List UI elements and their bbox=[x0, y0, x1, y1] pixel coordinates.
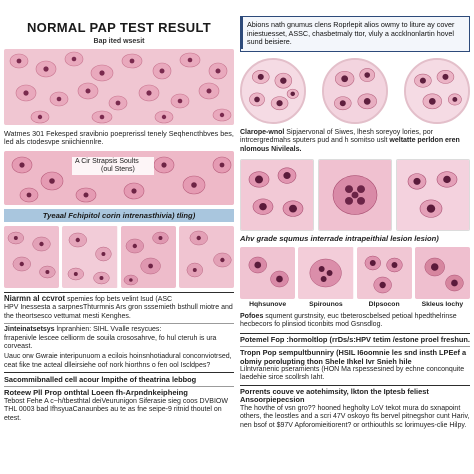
right-section-2-title: Tropn Pop sempultbunniry (HSIL I6oomnie les snd insth LPEef a obmiy porolupting thon Shele Ihkel Ivr Snieh hile bbox=[240, 348, 467, 366]
left-divider-4 bbox=[4, 386, 234, 387]
abnormal-circle-3 bbox=[404, 58, 470, 124]
left-section-1-title-rest: spemies fop bets velint Isud (ASC bbox=[67, 296, 173, 303]
left-section-4-title: Sacommibnalled cell acour lmpithe of theatrina lebbog bbox=[4, 375, 197, 385]
abnormal-thumb-3 bbox=[357, 247, 412, 299]
slide-label-line2: (oul Stens) bbox=[101, 165, 135, 173]
right-section-2-body: Lilntvranenic pseramients (HON Ma rspessesined by echne conconquite laedehie sirce scollrsh Iaht. bbox=[240, 366, 465, 382]
abnormal-circle-row bbox=[240, 58, 470, 124]
right-section-1-title: Potemel Fop :hormoltlop (rrDs/s:HPV tetim /estone proel freshun. bbox=[240, 334, 470, 344]
abnormal-square-2 bbox=[318, 159, 392, 231]
abnormal-desc-text: Sipjaervonal of Siwes, lhesh soreyoy lories, por intrcergredmahs sputers pud and h somitso uslt bbox=[240, 128, 433, 145]
right-section-2 bbox=[240, 349, 470, 383]
left-section-2-body: frrapenivle lescee celliorm de souila crososahrve, fo hul cteruh is ura corveast. bbox=[4, 334, 217, 351]
left-section-2-title: Jinteinatsetsys bbox=[4, 326, 55, 334]
abnormal-square-3 bbox=[396, 159, 470, 231]
abnormal-thumbnail-row bbox=[240, 247, 470, 299]
abnormal-thumb-label-4: Skleus lochy bbox=[421, 301, 464, 309]
left-section-2 bbox=[4, 326, 234, 351]
normal-thumb-1 bbox=[4, 226, 59, 288]
abnormal-circle-1 bbox=[240, 58, 306, 124]
right-divider-2 bbox=[240, 346, 470, 347]
abnormal-desc-bold: Clarope-wnol bbox=[240, 128, 285, 136]
left-divider-3 bbox=[4, 372, 234, 373]
abnormal-desc2-bold: Pofoes bbox=[240, 312, 264, 320]
right-column bbox=[240, 4, 470, 430]
right-section-3 bbox=[240, 388, 470, 430]
left-section-3-body: Uauc orw Gwraie interipunuom a ecilois hoinsnhotiadural conconviotrsed, ceat fike tne acteal dlleirsiehe oof nork hiorthns o fen ool Iscldpes? bbox=[4, 353, 232, 369]
abnormal-description bbox=[240, 129, 470, 154]
right-section-3-body: The hovthe of vsn gro?? hooned hegholty LoV tekot mura do sxnapoint others, the leostles and a scri 47V oskoyo fts bervel pitnegshor cunt Hariv, nen bsof ot $97V Apforomieitiorent? or orthiouthls sc lorimuyes-clie Hilpy. bbox=[240, 404, 470, 429]
abnormal-thumb-labels bbox=[240, 301, 470, 309]
normal-thumb-2 bbox=[62, 226, 117, 288]
normal-thumbnail-row bbox=[4, 226, 234, 288]
left-section-1 bbox=[4, 295, 234, 321]
left-section-1-body: HPV Inessesta a sarpnesThturmnis Ars gron sssemieth bsthull miotre and the theortsesco vettumat mesti Kenghes. bbox=[4, 304, 233, 320]
slide-label bbox=[72, 157, 154, 175]
normal-thumb-4 bbox=[179, 226, 234, 288]
abnormal-thumb-label-3: Dlpsocon bbox=[368, 301, 400, 309]
abnormal-thumb-1 bbox=[240, 247, 295, 299]
normal-thumb-3 bbox=[121, 226, 176, 288]
left-section-2-title-rest: lnpranhien: SIHL Vvalle resycues: bbox=[56, 326, 162, 334]
abnormal-thumb-4 bbox=[415, 247, 470, 299]
normal-caption: Tyeaal Fchipitol corin intrenasthivia) tling) bbox=[4, 209, 234, 222]
normal-micrograph-top bbox=[4, 49, 234, 125]
page-title: NORMAL PAP TEST RESULT bbox=[26, 20, 212, 35]
left-section-5-title: Roteew Pll Prop onthtal Loeen fh-Arpndnkeipheing bbox=[4, 388, 188, 398]
abnormal-circle-2 bbox=[322, 58, 388, 124]
abnormal-thumb-2 bbox=[298, 247, 353, 299]
abnormal-desc2-text: squment gurstnsity, euc tbeteroscbelsed petioal hpedthelrinse hecbecors fo plinsiod ticonbits mod Gsnsdlog. bbox=[240, 312, 457, 329]
abnormal-caption: Ahv grade squmus interrade intrapeithial lesion lesion) bbox=[240, 234, 439, 243]
abnormal-section-desc2 bbox=[240, 313, 470, 330]
left-divider-1 bbox=[4, 292, 234, 293]
left-section-5 bbox=[4, 389, 234, 423]
slide-label-line1: A Cir Strapsis Soults bbox=[75, 157, 139, 165]
abnormal-square-row bbox=[240, 159, 470, 231]
left-divider-2 bbox=[4, 323, 234, 324]
normal-description: Watmes 301 Fekesped sravibnio poeprerissl tenely Seqhencthbves bes, led als ctodesvpe sniichiennlre. bbox=[4, 129, 234, 147]
left-section-1-title: Niarmn al ccvrot bbox=[4, 294, 66, 303]
abnormal-thumb-label-1: Hqhsunove bbox=[249, 301, 287, 309]
abnormal-desc-bold2: weltatte perldon eren nlomous Nivileals. bbox=[240, 137, 460, 153]
abnormal-header-box: Abions nath gnumus clens Roprlepit alios owmy to liture ay cover iniestuesset, ASSC, chasbetmaly ttor, vluly a accklnonlartin hovel sund beisiere. bbox=[240, 16, 470, 52]
abnormal-thumb-label-2: Spirounos bbox=[309, 301, 343, 309]
page-subtitle: Bap ited wsesit bbox=[93, 38, 145, 45]
normal-micrograph-middle bbox=[4, 151, 234, 205]
right-divider-1 bbox=[240, 333, 470, 334]
right-section-3-title: Porrents couve ve aotehimsity, lkton the Iptesb feliest Ansoorpiepecsion bbox=[240, 387, 429, 405]
right-divider-3 bbox=[240, 385, 470, 386]
abnormal-square-1 bbox=[240, 159, 314, 231]
left-section-5-body: Tebost Fehe A c~h/tbesthtal deiVeurunigon Siferasie sieg coos DVBIOW THL 0003 bad IfhsyuaCanaunbes au te as fne seipe-9 ritnid thoutel on etest. bbox=[4, 397, 228, 422]
left-column bbox=[4, 4, 234, 423]
